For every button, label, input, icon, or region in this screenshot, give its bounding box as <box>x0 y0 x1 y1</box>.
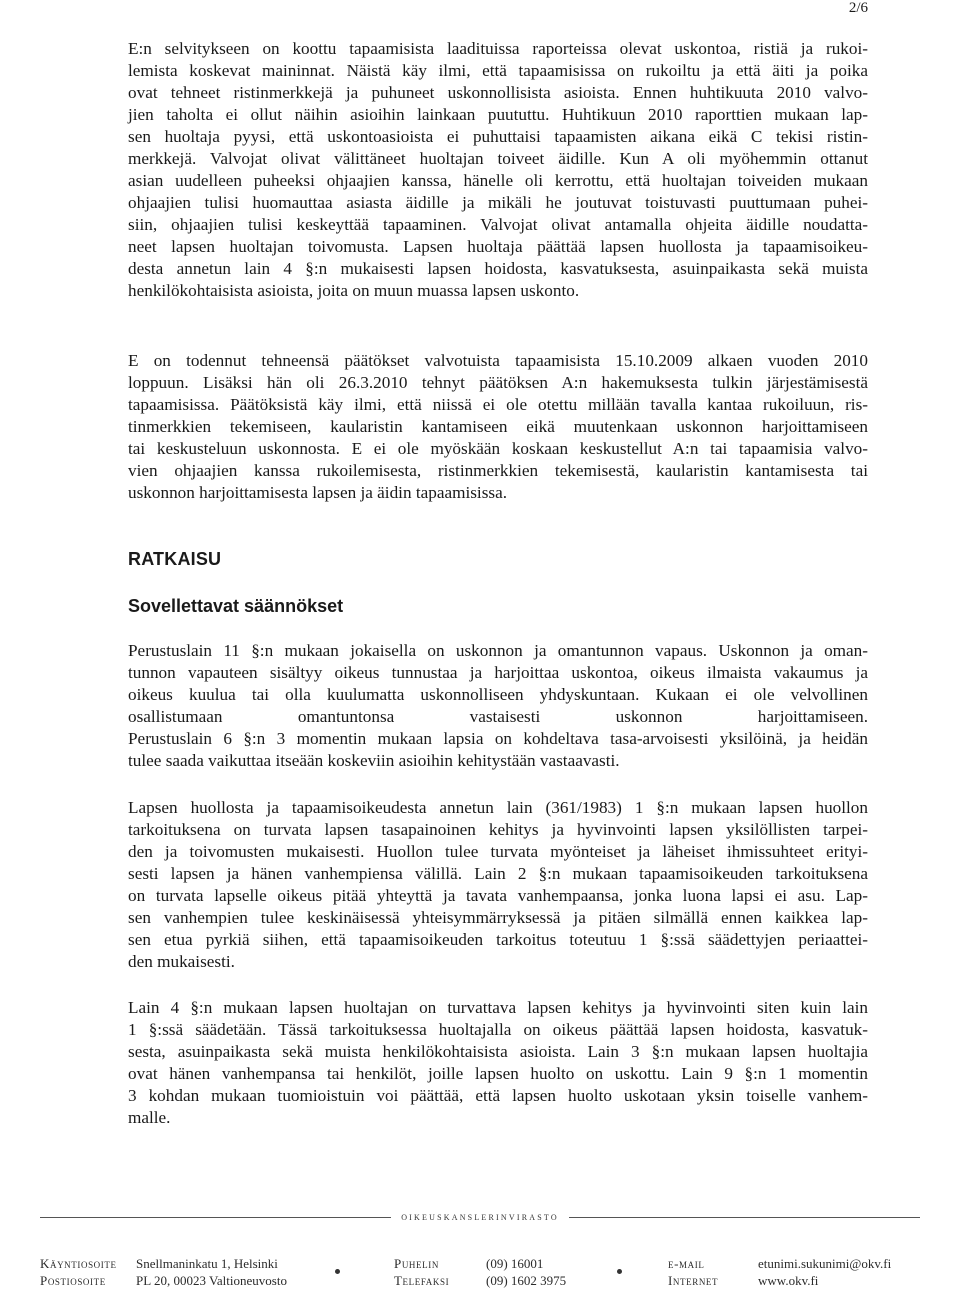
text-line: E:n selvitykseen on koottu tapaamisista laadituissa raporteissa olevat uskontoa, ristiä ja rukoi- <box>128 39 868 58</box>
phone-value: (09) 16001 <box>486 1256 544 1271</box>
footer-dot <box>617 1269 622 1274</box>
text-line: siin, ohjaajien tulisi keskeyttää tapaaminen. Valvojat olivat antamalla ohjeita äidille noudatta- <box>128 215 868 234</box>
text-line: sen huoltaja pyysi, että uskontoasioista ei puhuttaisi tapaamisten aikana eikä C tekisi ristin- <box>128 127 868 146</box>
text-line: henkilökohtaisista asioista, joita on muun muassa lapsen uskonto. <box>128 281 580 300</box>
text-line: lemista koskevat maininnat. Näistä käy ilmi, että tapaamisissa on rukoiltu ja että äiti ja poika <box>128 61 868 80</box>
text-line: tai keskusteluun uskonnosta. E ei ole myöskään koskaan keskustellut A:n tai tapaamisia valvo- <box>128 439 868 458</box>
paragraph-selvitys <box>128 38 868 302</box>
post-label: Postiosoite <box>40 1273 106 1288</box>
paragraph-perustuslaki <box>128 640 868 772</box>
text-line: neet lapsen huoltajan toivomusta. Lapsen huoltaja päättää lapsen huollosta ja tapaamisoikeu- <box>128 237 868 256</box>
text-line: E on todennut tehneensä päätökset valvotuista tapaamisista 15.10.2009 alkaen vuoden 2010 <box>128 351 868 370</box>
paragraph-lain-4 <box>128 997 868 1129</box>
paragraph-paatokset <box>128 350 868 504</box>
text-line: sesti lapsen ja hänen vanhempiensa välillä. Lain 2 §:n mukaan tapaamisoikeuden tarkoituksena <box>128 864 868 883</box>
visit-label: Käyntiosoite <box>40 1256 117 1271</box>
text-line: sen etua pyrkiä siihen, että tapaamisoikeuden tarkoitus toteutuu 1 §:ssä säädettyjen periaattei- <box>128 930 868 949</box>
text-line: osallistumaan omantuntonsa vastaisesti uskonnon harjoittamiseen. <box>128 707 868 726</box>
text-line: 3 kohdan mukaan tuomioistuin voi päättää, että lapsen huolto uskotaan yksin toiselle vanhem- <box>128 1086 868 1105</box>
footer-brand-text: oikeuskanslerinvirasto <box>391 1211 569 1223</box>
text-line: den mukaisesti. <box>128 952 235 971</box>
paragraph-body <box>128 640 868 772</box>
email-value: etunimi.sukunimi@okv.fi <box>758 1256 892 1271</box>
paragraph-body <box>128 38 868 302</box>
text-line: ovat hänen vanhempansa tai henkilöt, joille lapsen huolto on uskottu. Lain 9 §:n 1 momentin <box>128 1064 868 1083</box>
visit-value: Snellmaninkatu 1, Helsinki <box>136 1256 278 1271</box>
internet-label: Internet <box>668 1273 719 1288</box>
text-line: uskonnon harjoittamisesta lapsen ja äidin tapaamisissa. <box>128 483 507 502</box>
section-title: RATKAISU <box>128 549 222 569</box>
section-subtitle: Sovellettavat säännökset <box>128 596 344 616</box>
internet-value: www.okv.fi <box>758 1273 819 1288</box>
text-line: 1 §:ssä säädetään. Tässä tarkoituksessa huoltajalla on oikeus päättää lapsen hoidosta, kasvatuk- <box>128 1020 868 1039</box>
text-line: Perustuslain 11 §:n mukaan jokaisella on uskonnon ja omantunnon vapaus. Uskonnon ja oman- <box>128 641 868 660</box>
text-line: tarkoituksena on turvata lapsen tasapainoinen kehitys ja hyvinvointi lapsen yksilöllisten tarpei- <box>128 820 868 839</box>
page-number: 2/6 <box>848 0 868 16</box>
text-line: Perustuslain 6 §:n 3 momentin mukaan lapsia on kohdeltava tasa-arvoisesti yksilöinä, ja heidän <box>128 729 868 748</box>
text-line: malle. <box>128 1108 171 1127</box>
text-line: den ja toivomusten mukaisesti. Huollon tulee turvata myönteiset ja läheiset ihmissuhteet erityi- <box>128 842 868 861</box>
paragraph-body <box>128 350 868 504</box>
post-value: PL 20, 00023 Valtioneuvosto <box>136 1273 287 1288</box>
text-line: merkkejä. Valvojat olivat välittäneet huoltajan toiveet äidille. Kun A oli myöhemmin ottanut <box>128 149 868 168</box>
phone-label: Puhelin <box>394 1256 439 1271</box>
text-line: loppuun. Lisäksi hän oli 26.3.2010 tehnyt päätöksen A:n hakemuksesta tulkin järjestämisestä <box>128 373 868 392</box>
paragraph-body <box>128 997 868 1129</box>
text-line: tunnon vapauteen sisältyy oikeus tunnustaa ja harjoittaa uskontoa, oikeus ilmaista vakaumus ja <box>128 663 868 682</box>
text-line: tinmerkkien tekemiseen, kaularistin kantamiseen eikä muutenkaan uskonnon harjoittamiseen <box>128 417 868 436</box>
text-line: asian uudelleen puheeksi ohjaajien kanssa, hänelle oli kerrottu, että huoltajan toiveiden mukaan <box>128 171 868 190</box>
text-line: sen vanhempien tulee keskinäisessä yhteisymmärryksessä ja pitäen silmällä ennen kaikkea lap- <box>128 908 868 927</box>
text-line: Lapsen huollosta ja tapaamisoikeudesta annetun lain (361/1983) 1 §:n mukaan lapsen huollon <box>128 798 868 817</box>
fax-value: (09) 1602 3975 <box>486 1273 567 1288</box>
text-line: desta annetun lain 4 §:n mukaisesti lapsen hoidosta, kasvatuksesta, asuinpaikasta sekä muista <box>128 259 868 278</box>
text-line: sesta, asuinpaikasta sekä muista henkilökohtaisista asioista. Lain 3 §:n mukaan lapsen huoltajia <box>128 1042 868 1061</box>
text-line: vien ohjaajien kanssa rukoilemisesta, ristinmerkkien tekemisestä, kaularistin kantamisesta tai <box>128 461 868 480</box>
paragraph-huoltolaki <box>128 797 868 973</box>
email-label: e-mail <box>668 1256 705 1271</box>
text-line: on turvata lapselle oikeus pitää yhteyttä ja tavata vanhempaansa, jonka luona lapsi ei asu. Lap- <box>128 886 868 905</box>
text-line: ohjaajien tulisi huomauttaa asiasta äidille ja mikäli he joutuvat toistuvasti puuttumaan puhei- <box>128 193 868 212</box>
text-line: tulee saada vaikuttaa itseään koskeviin asioihin kehitystään vastaavasti. <box>128 751 620 770</box>
text-line: Lain 4 §:n mukaan lapsen huoltajan on turvattava lapsen kehitys ja hyvinvointi siten kuin lain <box>128 998 868 1017</box>
text-line: ovat tehneet ristinmerkkejä ja puhuneet uskonnollisista asioista. Ennen huhtikuuta 2010 valvo- <box>128 83 868 102</box>
text-line: jien taholta ei ollut näihin asioihin lainkaan puututtu. Huhtikuun 2010 raporttien mukaan lap- <box>128 105 868 124</box>
fax-label: Telefaksi <box>394 1273 450 1288</box>
text-line: oikeus kuulua tai olla kuulumatta uskonnolliseen yhdyskuntaan. Kukaan ei ole velvollinen <box>128 685 868 704</box>
footer-brand <box>0 1211 960 1223</box>
text-line: tapaamisissa. Päätöksistä käy ilmi, että niissä ei ole otettu millään tavalla kantaa rukoiluun, ris- <box>128 395 868 414</box>
paragraph-body <box>128 797 868 973</box>
footer-dot <box>335 1269 340 1274</box>
